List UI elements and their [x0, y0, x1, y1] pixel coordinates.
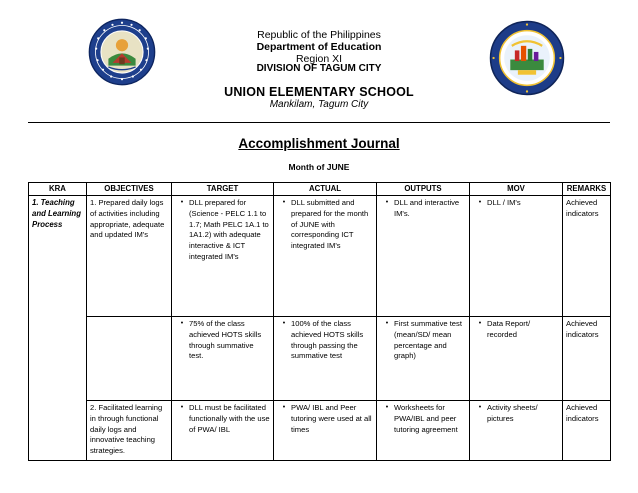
school-name: UNION ELEMENTARY SCHOOL	[224, 85, 414, 99]
target-cell: • DLL must be facilitated functionally with the use of PWA/ IBL	[172, 401, 274, 461]
bullet-icon: •	[478, 320, 482, 327]
mov-cell: • Data Report/ recorded	[470, 317, 563, 401]
school-location: Mankilam, Tagum City	[269, 99, 369, 110]
header-target: TARGET	[172, 183, 274, 196]
header-remarks: REMARKS	[563, 183, 611, 196]
target-cell: • DLL prepared for (Science - PELC 1.1 to 1.7; Math PELC 1A.1 to 1A1.2) with adequate interactive & ICT integrated IM's	[172, 196, 274, 317]
document-title: Accomplishment Journal	[238, 136, 400, 151]
kra-cell: 1. Teaching and Learning Process	[29, 196, 87, 461]
output-cell: • DLL and interactive IM's.	[377, 196, 470, 317]
header-actual: ACTUAL	[274, 183, 377, 196]
table-row	[29, 401, 611, 461]
bullet-icon: •	[282, 320, 286, 327]
bullet-icon: •	[385, 199, 389, 206]
header-divider	[28, 122, 610, 123]
objective-cell: 2. Facilitated learning in through functional daily logs and innovative teaching strategies.	[87, 401, 172, 461]
objective-cell	[87, 317, 172, 401]
header-outputs: OUTPUTS	[377, 183, 470, 196]
target-cell: • 75% of the class achieved HOTS skills through summative test.	[172, 317, 274, 401]
republic-line: Republic of the Philippines	[257, 29, 381, 41]
bullet-icon: •	[180, 199, 184, 206]
actual-cell: • 100% of the class achieved HOTS skills through passing the summative test	[274, 317, 377, 401]
department-line: Department of Education	[256, 41, 382, 53]
actual-cell: • PWA/ IBL and Peer tutoring were used at all times	[274, 401, 377, 461]
bullet-icon: •	[180, 320, 184, 327]
deped-division-seal-icon	[489, 20, 565, 96]
table-row	[29, 317, 611, 401]
header-objectives: OBJECTIVES	[87, 183, 172, 196]
accomplishment-table	[28, 182, 611, 461]
bullet-icon: •	[282, 404, 286, 411]
header-mov: MOV	[470, 183, 563, 196]
mov-cell: • DLL / IM's	[470, 196, 563, 317]
bullet-icon: •	[478, 199, 482, 206]
actual-cell: • DLL submitted and prepared for the month of JUNE with corresponding ICT integrated IM's	[274, 196, 377, 317]
table-row	[29, 196, 611, 317]
mov-cell: • Activity sheets/ pictures	[470, 401, 563, 461]
output-cell: • First summative test (mean/SD/ mean percentage and graph)	[377, 317, 470, 401]
objective-cell: 1. Prepared daily logs of activities including appropriate, adequate and updated IM's	[87, 196, 172, 317]
remarks-cell: Achieved indicators	[563, 196, 611, 317]
header-kra: KRA	[29, 183, 87, 196]
school-seal-icon	[88, 18, 156, 86]
division-line: DIVISION OF TAGUM CITY	[256, 63, 382, 74]
remarks-cell: Achieved indicators	[563, 317, 611, 401]
remarks-cell: Achieved indicators	[563, 401, 611, 461]
table-header-row	[29, 183, 611, 196]
bullet-icon: •	[385, 320, 389, 327]
month-label: Month of JUNE	[288, 162, 350, 172]
bullet-icon: •	[478, 404, 482, 411]
bullet-icon: •	[282, 199, 286, 206]
bullet-icon: •	[180, 404, 184, 411]
document-header	[0, 0, 638, 120]
output-cell: • Worksheets for PWA/IBL and peer tutoring agreement	[377, 401, 470, 461]
bullet-icon: •	[385, 404, 389, 411]
region-line: Region XI	[295, 53, 343, 65]
